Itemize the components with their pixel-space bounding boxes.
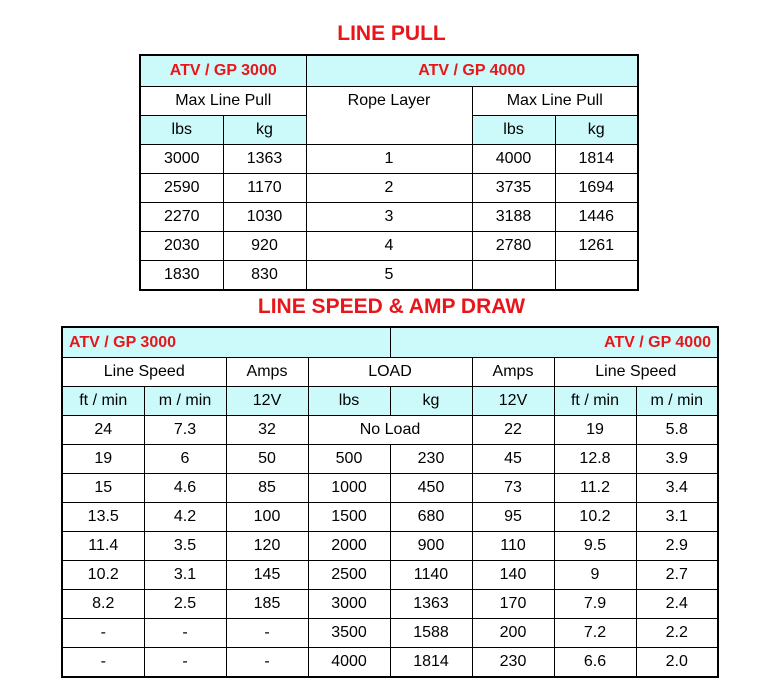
line-pull-title: LINE PULL (337, 22, 446, 45)
speed-load-lbs-cell: 2000 (308, 532, 390, 561)
speed-a-amps-cell: - (226, 619, 308, 648)
speed-a-ft-cell: 15 (62, 474, 144, 503)
speed-a-ft-cell: 8.2 (62, 590, 144, 619)
speed-load-kg-cell: 1140 (390, 561, 472, 590)
speed-a-amps-cell: - (226, 648, 308, 678)
pull-a-lbs-cell: 3000 (140, 145, 223, 174)
speed-unit-volt-b: 12V (472, 387, 554, 416)
pull-a-kg-cell: 920 (223, 232, 306, 261)
pull-layer-cell: 2 (306, 174, 472, 203)
speed-load-lbs-cell: 3000 (308, 590, 390, 619)
speed-b-ft-cell: 9 (554, 561, 636, 590)
speed-row (62, 503, 718, 532)
pull-b-lbs-cell: 2780 (472, 232, 555, 261)
speed-b-m-cell: 2.4 (636, 590, 718, 619)
line-speed-title: LINE SPEED & AMP DRAW (257, 295, 526, 318)
speed-b-amps-cell: 230 (472, 648, 554, 678)
speed-a-amps-cell: 145 (226, 561, 308, 590)
speed-unit-lbs: lbs (308, 387, 390, 416)
speed-row (62, 445, 718, 474)
speed-row (62, 648, 718, 678)
speed-unit-ft-b: ft / min (554, 387, 636, 416)
speed-row (62, 532, 718, 561)
speed-a-m-cell: 4.6 (144, 474, 226, 503)
speed-b-m-cell: 3.1 (636, 503, 718, 532)
speed-amps-b: Amps (472, 358, 554, 387)
speed-load-lbs-cell: 1000 (308, 474, 390, 503)
speed-b-amps-cell: 22 (472, 416, 554, 445)
pull-b-lbs-cell: 4000 (472, 145, 555, 174)
speed-line-speed-a: Line Speed (62, 358, 226, 387)
pull-unit-lbs-b: lbs (472, 116, 555, 145)
pull-row (140, 261, 638, 291)
speed-amps-a: Amps (226, 358, 308, 387)
pull-b-kg-cell: 1261 (555, 232, 638, 261)
speed-load-kg-cell: 1814 (390, 648, 472, 678)
speed-a-m-cell: 4.2 (144, 503, 226, 532)
pull-b-kg-cell: 1814 (555, 145, 638, 174)
speed-a-amps-cell: 32 (226, 416, 308, 445)
pull-max-line-pull-a: Max Line Pull (140, 87, 306, 116)
pull-a-kg-cell: 830 (223, 261, 306, 291)
pull-a-lbs-cell: 1830 (140, 261, 223, 291)
pull-a-lbs-cell: 2030 (140, 232, 223, 261)
speed-b-m-cell: 3.9 (636, 445, 718, 474)
speed-b-m-cell: 2.2 (636, 619, 718, 648)
pull-layer-cell: 3 (306, 203, 472, 232)
speed-load-kg-cell: 900 (390, 532, 472, 561)
speed-a-ft-cell: 13.5 (62, 503, 144, 532)
speed-a-ft-cell: 19 (62, 445, 144, 474)
pull-layer-cell: 1 (306, 145, 472, 174)
pull-rope-layer-header: Rope Layer (306, 87, 472, 145)
pull-b-lbs-cell: 3188 (472, 203, 555, 232)
speed-a-ft-cell: 24 (62, 416, 144, 445)
speed-b-amps-cell: 200 (472, 619, 554, 648)
speed-a-m-cell: 2.5 (144, 590, 226, 619)
speed-line-speed-b: Line Speed (554, 358, 718, 387)
speed-b-amps-cell: 95 (472, 503, 554, 532)
pull-unit-kg-a: kg (223, 116, 306, 145)
speed-a-amps-cell: 100 (226, 503, 308, 532)
speed-load-kg-cell: 680 (390, 503, 472, 532)
speed-a-m-cell: - (144, 648, 226, 678)
pull-row (140, 203, 638, 232)
speed-unit-m-a: m / min (144, 387, 226, 416)
speed-b-ft-cell: 6.6 (554, 648, 636, 678)
speed-model-b-header: ATV / GP 4000 (390, 327, 718, 358)
speed-a-amps-cell: 50 (226, 445, 308, 474)
pull-row (140, 174, 638, 203)
pull-b-kg-cell: 1446 (555, 203, 638, 232)
pull-layer-cell: 4 (306, 232, 472, 261)
pull-unit-kg-b: kg (555, 116, 638, 145)
speed-a-ft-cell: - (62, 619, 144, 648)
speed-b-ft-cell: 7.2 (554, 619, 636, 648)
speed-b-m-cell: 2.9 (636, 532, 718, 561)
speed-row (62, 474, 718, 503)
line-pull-table (139, 54, 639, 291)
pull-a-kg-cell: 1363 (223, 145, 306, 174)
speed-a-ft-cell: - (62, 648, 144, 678)
speed-a-m-cell: 3.5 (144, 532, 226, 561)
speed-load-lbs-cell: 500 (308, 445, 390, 474)
speed-load-kg-cell: 1363 (390, 590, 472, 619)
pull-row (140, 232, 638, 261)
speed-load-header: LOAD (308, 358, 472, 387)
speed-load-lbs-cell: 1500 (308, 503, 390, 532)
speed-a-ft-cell: 10.2 (62, 561, 144, 590)
pull-b-lbs-cell (472, 261, 555, 291)
speed-unit-kg: kg (390, 387, 472, 416)
speed-row (62, 561, 718, 590)
speed-b-m-cell: 2.0 (636, 648, 718, 678)
speed-row (62, 590, 718, 619)
pull-row (140, 145, 638, 174)
speed-load-lbs-cell: 4000 (308, 648, 390, 678)
speed-b-amps-cell: 45 (472, 445, 554, 474)
speed-load-lbs-cell: 3500 (308, 619, 390, 648)
pull-a-lbs-cell: 2270 (140, 203, 223, 232)
speed-row (62, 619, 718, 648)
speed-b-amps-cell: 110 (472, 532, 554, 561)
pull-b-lbs-cell: 3735 (472, 174, 555, 203)
speed-row (62, 416, 718, 445)
speed-unit-volt-a: 12V (226, 387, 308, 416)
line-speed-table (61, 326, 719, 678)
pull-max-line-pull-b: Max Line Pull (472, 87, 638, 116)
pull-a-lbs-cell: 2590 (140, 174, 223, 203)
speed-b-ft-cell: 11.2 (554, 474, 636, 503)
speed-unit-m-b: m / min (636, 387, 718, 416)
speed-a-amps-cell: 185 (226, 590, 308, 619)
pull-model-a-header: ATV / GP 3000 (140, 55, 306, 87)
speed-load-kg-cell: 450 (390, 474, 472, 503)
pull-b-kg-cell: 1694 (555, 174, 638, 203)
pull-a-kg-cell: 1170 (223, 174, 306, 203)
speed-a-m-cell: 3.1 (144, 561, 226, 590)
speed-b-ft-cell: 12.8 (554, 445, 636, 474)
speed-load-kg-cell: 1588 (390, 619, 472, 648)
speed-load-lbs-cell: 2500 (308, 561, 390, 590)
speed-a-amps-cell: 120 (226, 532, 308, 561)
speed-a-m-cell: 7.3 (144, 416, 226, 445)
speed-b-amps-cell: 73 (472, 474, 554, 503)
speed-no-load-cell: No Load (308, 416, 472, 445)
speed-b-m-cell: 2.7 (636, 561, 718, 590)
speed-b-amps-cell: 140 (472, 561, 554, 590)
speed-b-ft-cell: 7.9 (554, 590, 636, 619)
speed-a-amps-cell: 85 (226, 474, 308, 503)
speed-b-ft-cell: 19 (554, 416, 636, 445)
speed-a-m-cell: 6 (144, 445, 226, 474)
speed-unit-ft-a: ft / min (62, 387, 144, 416)
speed-b-amps-cell: 170 (472, 590, 554, 619)
pull-b-kg-cell (555, 261, 638, 291)
speed-b-m-cell: 3.4 (636, 474, 718, 503)
pull-unit-lbs-a: lbs (140, 116, 223, 145)
pull-model-b-header: ATV / GP 4000 (306, 55, 638, 87)
speed-a-m-cell: - (144, 619, 226, 648)
speed-load-kg-cell: 230 (390, 445, 472, 474)
speed-b-m-cell: 5.8 (636, 416, 718, 445)
pull-layer-cell: 5 (306, 261, 472, 291)
pull-a-kg-cell: 1030 (223, 203, 306, 232)
speed-a-ft-cell: 11.4 (62, 532, 144, 561)
speed-b-ft-cell: 9.5 (554, 532, 636, 561)
speed-model-a-header: ATV / GP 3000 (62, 327, 390, 358)
speed-b-ft-cell: 10.2 (554, 503, 636, 532)
